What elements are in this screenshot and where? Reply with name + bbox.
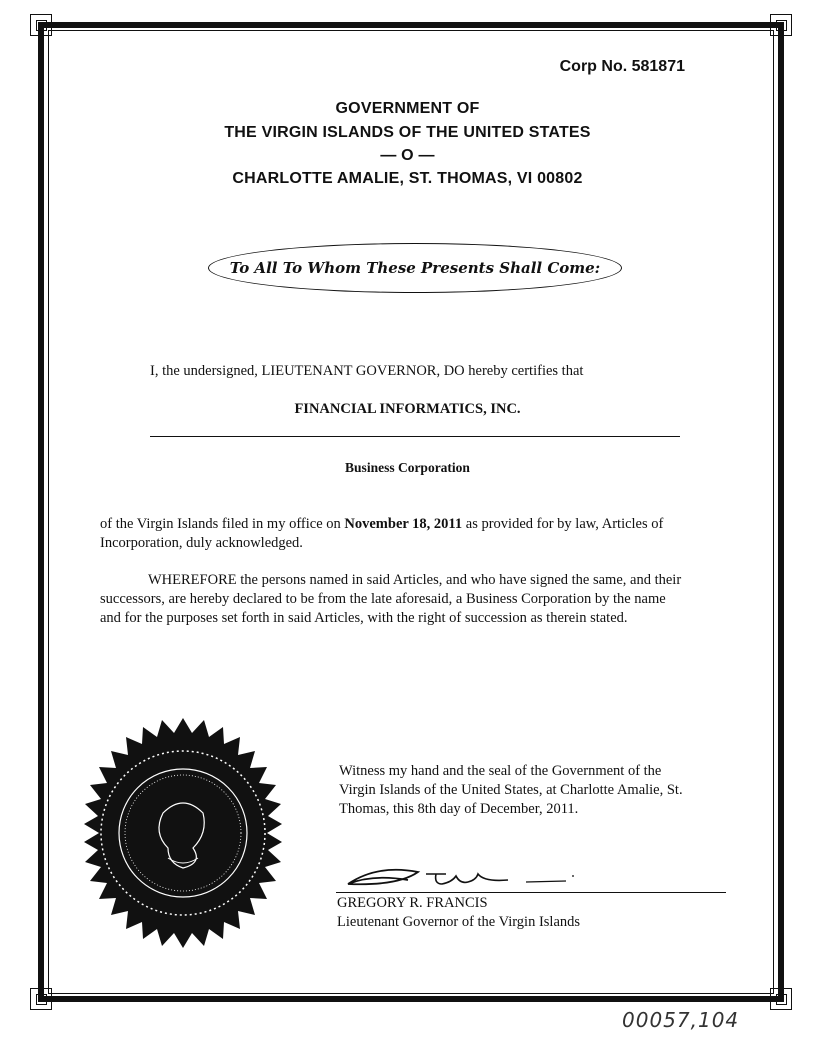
wherefore-line-3: and for the purposes set forth in said Articles, with the right of succession as therein stated. <box>100 610 628 626</box>
witness-line-2: Virgin Islands of the United States, at Charlotte Amalie, St. <box>339 782 683 798</box>
stamp-text: 00057,104 <box>622 1008 740 1032</box>
government-seal-icon <box>68 718 298 948</box>
witness-line-3: Thomas, this 8th day of December, 2011. <box>339 801 579 817</box>
header-line-2: THE VIRGIN ISLANDS OF THE UNITED STATES <box>224 124 591 141</box>
filing-suffix: as provided for by law, Articles of <box>462 516 664 532</box>
salutation-oval <box>208 243 622 293</box>
corner-ornament <box>770 14 792 36</box>
signatory-title: Lieutenant Governor of the Virgin Islands <box>337 914 581 930</box>
company-name: FINANCIAL INFORMATICS, INC. <box>294 401 521 417</box>
signature-line <box>336 892 726 893</box>
witness-paragraph <box>339 762 729 819</box>
handwritten-stamp <box>622 1008 772 1044</box>
signatory-name: GREGORY R. FRANCIS <box>337 895 488 911</box>
salutation-text: To All To Whom These Presents Shall Come: <box>229 259 601 277</box>
certify-line: I, the undersigned, LIEUTENANT GOVERNOR, DO hereby certifies that <box>150 363 584 379</box>
wherefore-line-1: WHEREFORE the persons named in said Articles, and who have signed the same, and their <box>148 572 682 588</box>
wherefore-line-2: successors, are hereby declared to be from the late aforesaid, a Business Corporation by the name <box>100 591 666 607</box>
filing-prefix: of the Virgin Islands filed in my office on <box>100 516 345 532</box>
witness-line-1: Witness my hand and the seal of the Government of the <box>339 763 662 779</box>
header-line-4: CHARLOTTE AMALIE, ST. THOMAS, VI 00802 <box>232 170 583 187</box>
corp-number: Corp No. 581871 <box>559 58 685 75</box>
filing-date: November 18, 2011 <box>344 516 463 532</box>
filing-paragraph <box>100 515 740 553</box>
entity-type: Business Corporation <box>345 460 470 475</box>
corner-ornament <box>30 988 52 1010</box>
corner-ornament <box>770 988 792 1010</box>
header-line-1: GOVERNMENT OF <box>335 100 480 117</box>
company-underline <box>150 436 680 437</box>
wherefore-paragraph <box>100 571 740 628</box>
filing-line-2: Incorporation, duly acknowledged. <box>100 535 303 551</box>
corner-ornament <box>30 14 52 36</box>
header-line-3: — O — <box>380 147 435 164</box>
